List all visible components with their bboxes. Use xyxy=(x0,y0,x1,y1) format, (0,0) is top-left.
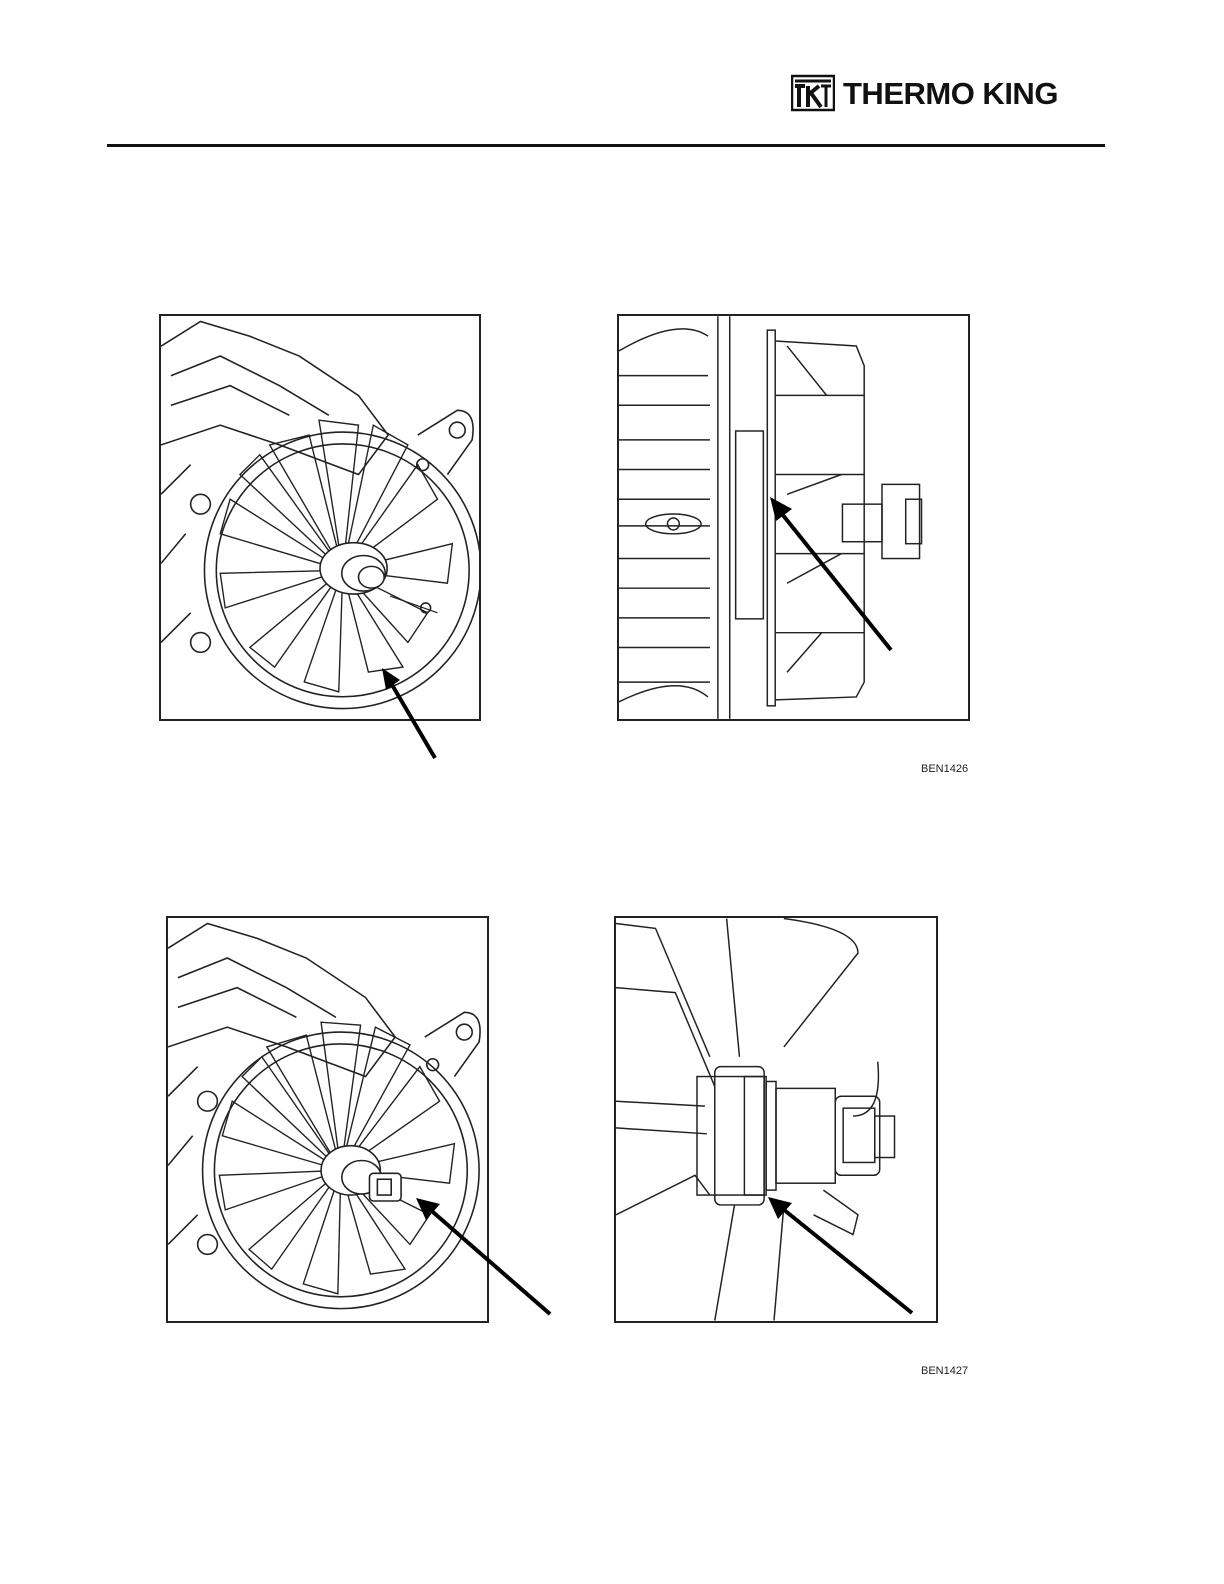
header-rule xyxy=(107,144,1105,147)
alternator-fan-illustration xyxy=(161,316,479,719)
arrow-fig4 xyxy=(766,1195,916,1317)
thermo-king-logo-icon xyxy=(791,73,835,113)
arrow-fig1 xyxy=(380,668,440,763)
figure-code-top: BEN1426 xyxy=(921,763,969,775)
thermo-king-logo xyxy=(791,73,1058,113)
arrow-fig2 xyxy=(766,495,896,655)
figure-alternator-fan-left xyxy=(159,314,481,721)
brand-name: THERMO KING xyxy=(843,75,1058,111)
arrow-fig3-main xyxy=(414,1196,554,1318)
figure-code-bottom: BEN1427 xyxy=(921,1365,969,1377)
